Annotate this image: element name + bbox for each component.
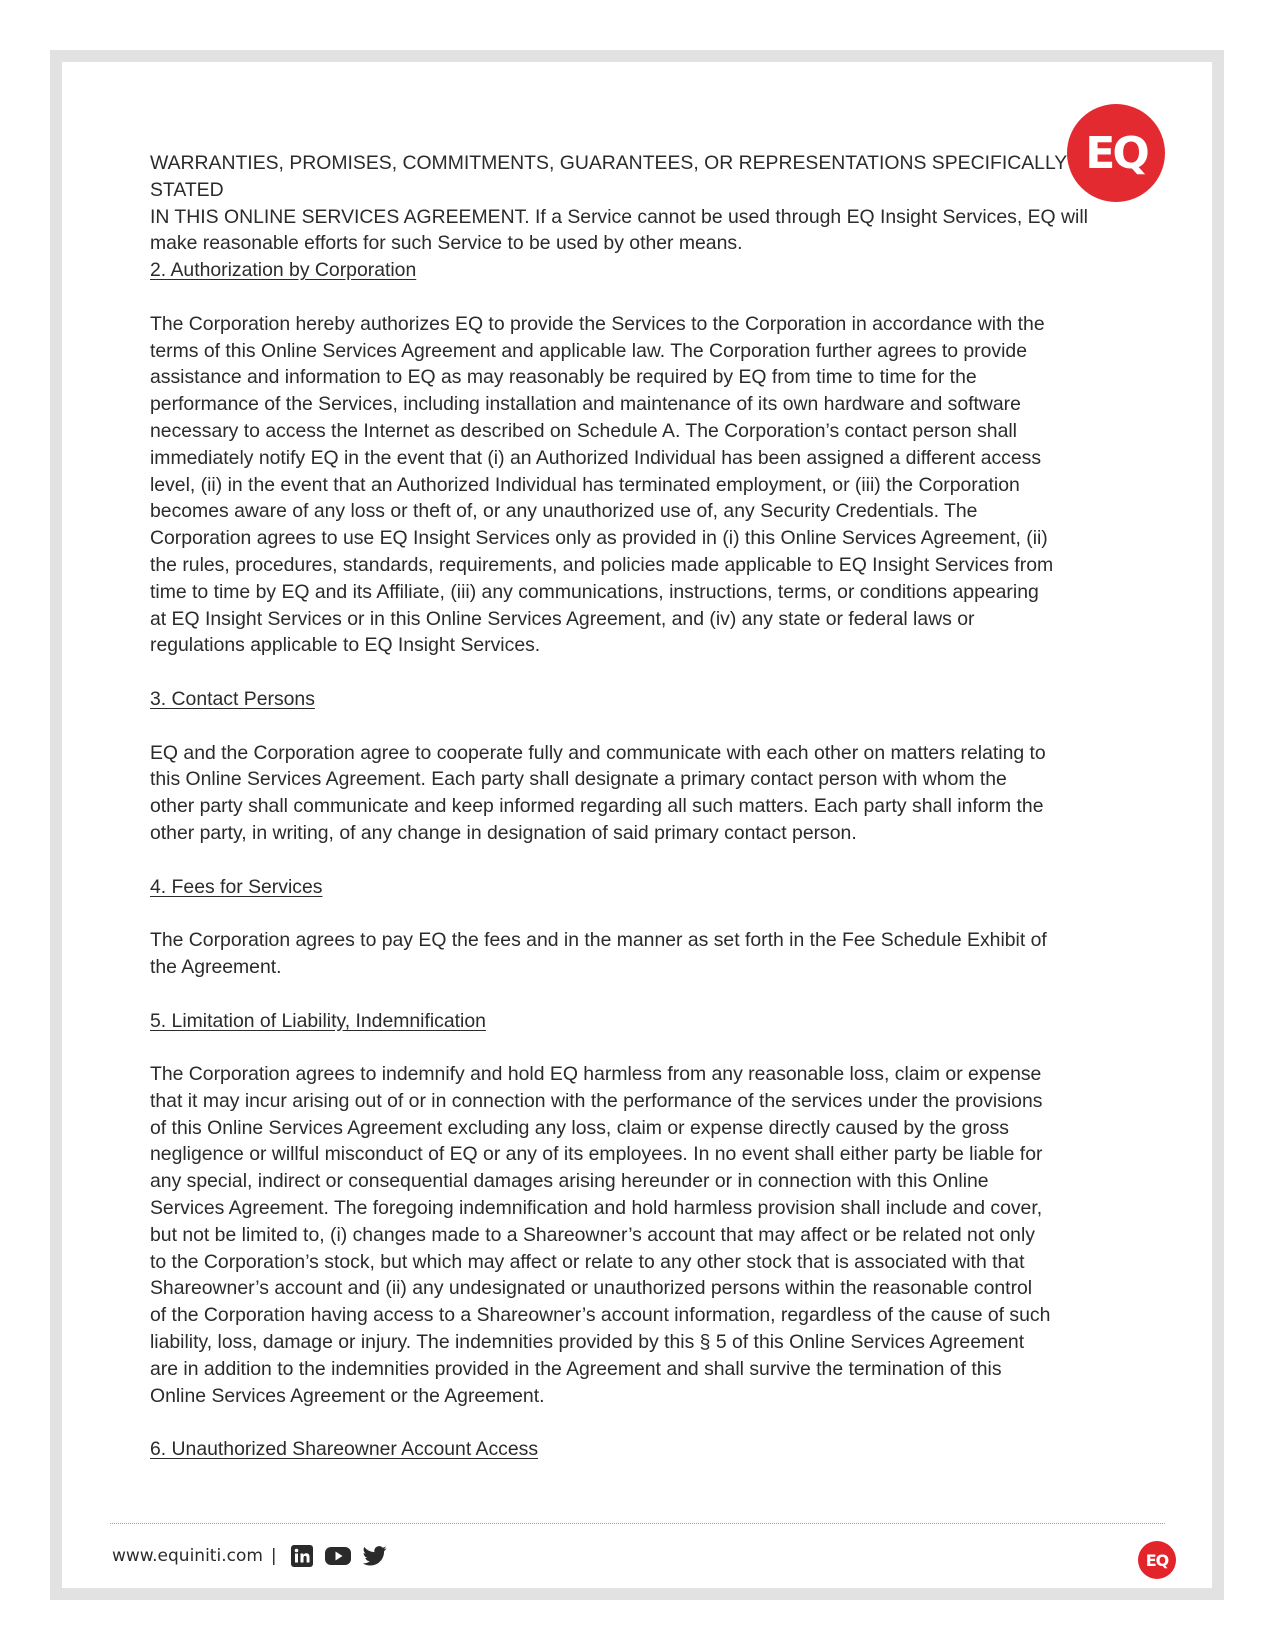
intro-text: If a Service cannot be used through EQ Insight Services, EQ will make reasonable efforts for such Service to be used by other means. bbox=[150, 205, 1088, 255]
section-2-body: The Corporation hereby authorizes EQ to provide the Services to the Corporation in accordance with the terms of this Online Services Agreement and applicable law. The Corporation further agrees to provide assistance and information to EQ as may reasonably be required by EQ from time to time for the performance of the Services, including installation and maintenance of its own hardware and software necessary to access the Internet as described on Schedule A. The Corporation’s contact person shall immediately notify EQ in the event that (i) an Authorized Individual has been assigned a different access level, (ii) in the event that an Authorized Individual has terminated employment, or (iii) the Corporation becomes aware of any loss or theft of, or any unauthorized use of, any Security Credentials. The Corporation agrees to use EQ Insight Services only as provided in (i) this Online Services Agreement, (ii) the rules, procedures, standards, requirements, and policies made applicable to EQ Insight Services from time to time by EQ and its Affiliate, (iii) any communications, instructions, terms, or conditions appearing at EQ Insight Services or in this Online Services Agreement, and (iv) any state or federal laws or regulations applicable to EQ Insight Services. bbox=[150, 312, 1054, 657]
section-2-heading: 2. Authorization by Corporation bbox=[150, 259, 417, 282]
intro-caps-text: WARRANTIES, PROMISES, COMMITMENTS, GUARANTEES, OR REPRESENTATIONS SPECIFICALLY STATED IN THIS ONLINE SERVICES AGREEMENT. bbox=[150, 152, 1067, 228]
section-5-heading: 5. Limitation of Liability, Indemnification bbox=[150, 1009, 486, 1032]
section-3-body: EQ and the Corporation agree to cooperate fully and communicate with each other on matters relating to this Online Services Agreement. Each party shall designate a primary contact person with whom the other party shall communicate and keep informed regarding all such matters. Each party shall inform the other party, in writing, of any change in designation of said primary contact person. bbox=[150, 741, 1046, 844]
section-3-heading: 3. Contact Persons bbox=[150, 687, 315, 710]
section-4-body: The Corporation agrees to pay EQ the fees and in the manner as set forth in the Fee Schedule Exhibit of the Agreement. bbox=[150, 929, 1047, 978]
linkedin-icon[interactable] bbox=[291, 1545, 313, 1567]
section-4-heading: 4. Fees for Services bbox=[150, 875, 323, 898]
youtube-icon[interactable] bbox=[325, 1546, 351, 1566]
section-5-body: The Corporation agrees to indemnify and hold EQ harmless from any reasonable loss, claim or expense that it may incur arising out of or in connection with the performance of the services under the provisions of this Online Services Agreement excluding any loss, claim or expense directly caused by the gross negligence or willful misconduct of EQ or any of its employees. In no event shall either party be liable for any special, indirect or consequential damages arising hereunder or in connection with this Online Services Agreement. The foregoing indemnification and hold harmless provision shall include and cover, but not be limited to, (i) changes made to a Shareowner’s account that may affect or be related not only to the Corporation’s stock, but which may affect or relate to any other stock that is associated with that Shareowner’s account and (ii) any undesignated or unauthorized persons within the reasonable control of the Corporation having access to a Shareowner’s account information, regardless of the cause of such liability, loss, damage or injury. The indemnities provided by this § 5 of this Online Services Agreement are in addition to the indemnities provided in the Agreement and shall survive the termination of this Online Services Agreement or the Agreement. bbox=[150, 1063, 1051, 1407]
section-6-heading: 6. Unauthorized Shareowner Account Access bbox=[150, 1438, 539, 1461]
footer-separator: | bbox=[270, 1546, 277, 1566]
eq-logo bbox=[1067, 104, 1165, 202]
twitter-icon[interactable] bbox=[363, 1546, 387, 1566]
document-body bbox=[150, 150, 1130, 1463]
intro-paragraph bbox=[150, 150, 1130, 257]
footer-divider bbox=[110, 1523, 1165, 1524]
footer bbox=[112, 1541, 399, 1571]
eq-logo-small bbox=[1138, 1541, 1176, 1579]
eq-logo-text: EQ bbox=[1085, 127, 1147, 179]
eq-logo-small-text: EQ bbox=[1145, 1550, 1169, 1570]
website-link[interactable]: www.equiniti.com bbox=[112, 1546, 263, 1566]
